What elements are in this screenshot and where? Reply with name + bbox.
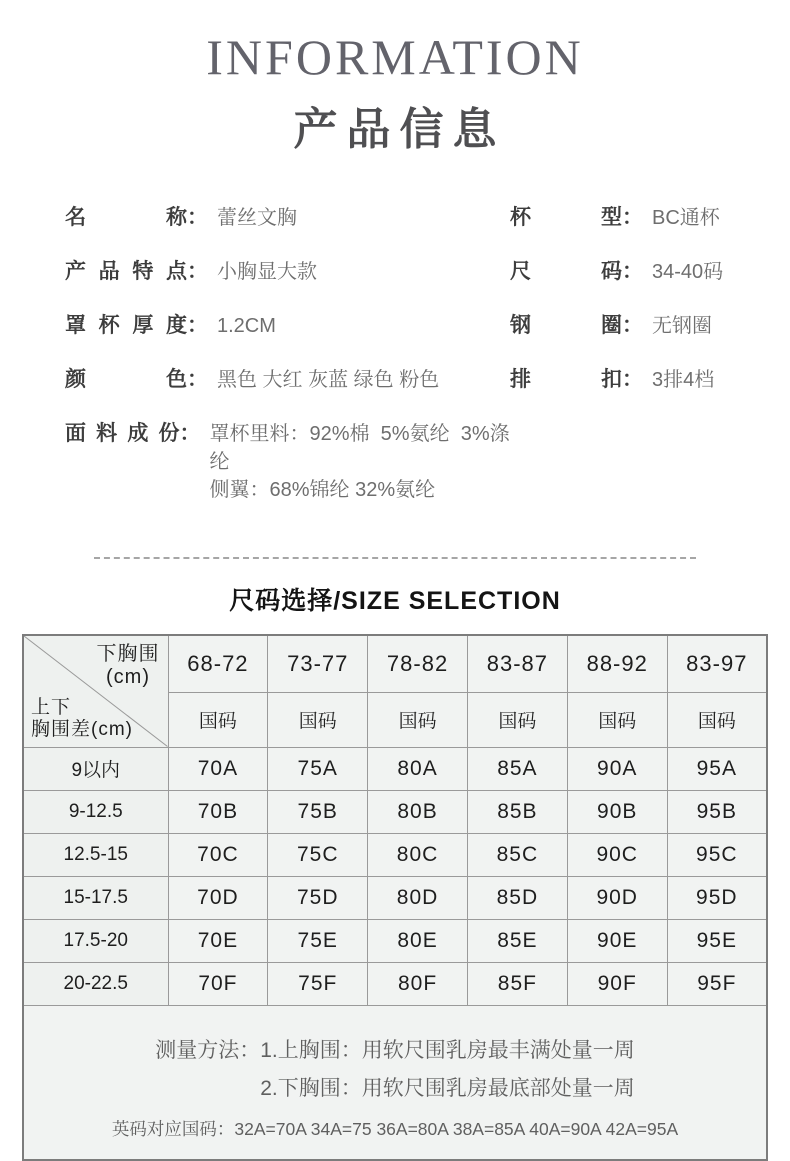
size-cell: 75F (268, 962, 368, 1005)
band-header: 68-72 (168, 635, 268, 692)
spec-label-hooks: 排扣 (510, 368, 622, 391)
notes-row (23, 1005, 767, 1160)
spec-colon: ： (187, 314, 208, 337)
size-cell: 85F (467, 962, 567, 1005)
dashed-divider (94, 557, 696, 559)
spec-label-cup-type: 杯型 (510, 206, 622, 229)
spec-label-name: 名称 (65, 206, 187, 229)
spec-row-underwire (510, 312, 790, 340)
size-cell: 70F (168, 962, 268, 1005)
measure-line-lower: 2.下胸围：用软尺围乳房最底部处量一周 (260, 1076, 635, 1100)
size-cell: 85A (467, 747, 567, 790)
size-cell: 95A (667, 747, 767, 790)
measure-method-label: 测量方法： (155, 1038, 261, 1062)
spec-value-size-range: 34-40码 (652, 261, 724, 283)
band-header: 83-87 (467, 635, 567, 692)
specs-right-column (510, 204, 790, 530)
spec-value-feature: 小胸显大款 (217, 261, 317, 283)
size-cell: 85C (467, 833, 567, 876)
spec-value-name: 蕾丝文胸 (217, 207, 297, 229)
size-cell: 80C (368, 833, 468, 876)
row-label: 12.5-15 (23, 833, 168, 876)
page-header (0, 0, 790, 157)
notes-cell (23, 1005, 767, 1160)
spec-row-name (65, 204, 510, 232)
spec-colon: ： (622, 314, 643, 337)
spec-value-hooks: 3排4档 (652, 369, 715, 391)
corner-label-underbust: 下胸围 (cm) (96, 643, 160, 688)
table-row (23, 747, 767, 790)
size-cell: 75C (268, 833, 368, 876)
fabric-line-wing: 侧翼：68%锦纶 32%氨纶 (209, 479, 436, 501)
code-header: 国码 (268, 692, 368, 747)
code-header: 国码 (467, 692, 567, 747)
product-specs (0, 204, 790, 530)
spec-colon: ： (187, 368, 208, 391)
page-title-zh: 产品信息 (293, 105, 506, 154)
row-label: 9以内 (23, 747, 168, 790)
size-cell: 80B (368, 790, 468, 833)
size-cell: 75E (268, 919, 368, 962)
size-cell: 70A (168, 747, 268, 790)
size-cell: 90B (567, 790, 667, 833)
size-cell: 90E (567, 919, 667, 962)
size-cell: 75A (268, 747, 368, 790)
band-header-row (23, 635, 767, 692)
spec-row-fabric (65, 420, 510, 504)
band-header: 88-92 (567, 635, 667, 692)
spec-colon: ： (187, 260, 208, 283)
code-header: 国码 (368, 692, 468, 747)
code-header: 国码 (667, 692, 767, 747)
size-cell: 80E (368, 919, 468, 962)
row-label: 9-12.5 (23, 790, 168, 833)
spec-label-cup-thickness: 罩杯厚度 (65, 314, 187, 337)
size-cell: 85D (467, 876, 567, 919)
specs-left-column (65, 204, 510, 530)
spec-row-cup-thickness (65, 312, 510, 340)
spec-label-color: 颜色 (65, 368, 187, 391)
size-section-title: 尺码选择/SIZE SELECTION (229, 587, 561, 615)
size-cell: 95B (667, 790, 767, 833)
spec-value-cup-type: BC通杯 (652, 207, 720, 229)
table-row (23, 962, 767, 1005)
size-cell: 70D (168, 876, 268, 919)
spec-row-hooks (510, 366, 790, 394)
spec-row-feature (65, 258, 510, 286)
table-row (23, 876, 767, 919)
row-label: 15-17.5 (23, 876, 168, 919)
measure-method-lines (260, 1032, 635, 1108)
size-cell: 95C (667, 833, 767, 876)
row-label: 20-22.5 (23, 962, 168, 1005)
size-cell: 95F (667, 962, 767, 1005)
size-cell: 75D (268, 876, 368, 919)
row-label: 17.5-20 (23, 919, 168, 962)
band-header: 78-82 (368, 635, 468, 692)
spec-value-color: 黑色 大红 灰蓝 绿色 粉色 (217, 369, 440, 391)
measure-line-upper: 1.上胸围：用软尺围乳房最丰满处量一周 (260, 1038, 635, 1062)
size-cell: 85B (467, 790, 567, 833)
size-cell: 80D (368, 876, 468, 919)
spec-value-underwire: 无钢圈 (652, 315, 712, 337)
size-cell: 70E (168, 919, 268, 962)
size-cell: 90A (567, 747, 667, 790)
table-row (23, 790, 767, 833)
spec-colon: ： (187, 206, 208, 229)
code-header: 国码 (567, 692, 667, 747)
uk-size-conversion-note: 英码对应国码：32A=70A 34A=75 36A=80A 38A=85A 40A=90A 42A=95A (111, 1118, 679, 1139)
code-header: 国码 (168, 692, 268, 747)
spec-label-fabric: 面料成份 (65, 422, 180, 445)
table-row (23, 919, 767, 962)
band-header: 83-97 (667, 635, 767, 692)
spec-colon: ： (622, 206, 643, 229)
spec-colon: ： (622, 368, 643, 391)
spec-row-size-range (510, 258, 790, 286)
size-cell: 90D (567, 876, 667, 919)
size-cell: 70C (168, 833, 268, 876)
size-cell: 80F (368, 962, 468, 1005)
size-cell: 90F (567, 962, 667, 1005)
table-corner-cell (23, 635, 168, 747)
spec-value-fabric (210, 420, 510, 504)
spec-label-size-range: 尺码 (510, 260, 622, 283)
measure-method (34, 1032, 756, 1108)
size-table (22, 634, 768, 1161)
spec-row-cup-type (510, 204, 790, 232)
spec-colon: ： (622, 260, 643, 283)
spec-row-color (65, 366, 510, 394)
corner-label-bust-diff: 上下 胸围差(cm) (31, 696, 133, 740)
size-cell: 90C (567, 833, 667, 876)
size-cell: 85E (467, 919, 567, 962)
page-title-en: INFORMATION (206, 29, 584, 85)
size-cell: 80A (368, 747, 468, 790)
band-header: 73-77 (268, 635, 368, 692)
spec-value-cup-thickness: 1.2CM (217, 315, 276, 337)
spec-label-underwire: 钢圈 (510, 314, 622, 337)
size-cell: 95D (667, 876, 767, 919)
fabric-line-cup: 罩杯里料：92%棉 5%氨纶 3%涤纶 (209, 423, 510, 473)
size-cell: 70B (168, 790, 268, 833)
spec-label-feature: 产品特点 (65, 260, 187, 283)
spec-colon: ： (179, 422, 201, 445)
table-row (23, 833, 767, 876)
size-cell: 95E (667, 919, 767, 962)
size-cell: 75B (268, 790, 368, 833)
